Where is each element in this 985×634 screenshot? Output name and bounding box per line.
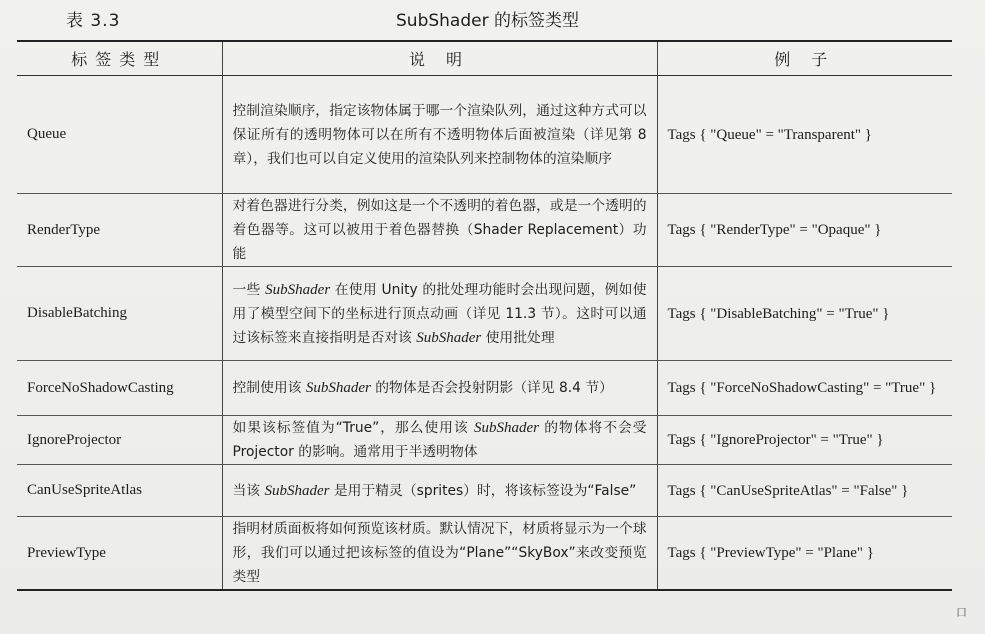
table-row — [17, 194, 952, 267]
table-caption — [0, 6, 985, 36]
description-text: 一些 — [232, 281, 266, 298]
emphasized-term: SubShader — [416, 329, 482, 346]
tag-name-cell: RenderType — [17, 194, 222, 267]
tag-name-cell: PreviewType — [17, 517, 222, 591]
emphasized-term: SubShader — [473, 420, 539, 436]
description-text: 当该 — [232, 482, 265, 499]
tag-name-cell: ForceNoShadowCasting — [17, 361, 222, 416]
description-cell — [222, 361, 657, 416]
header-tag-type: 标签类型 — [17, 41, 222, 76]
table-row — [17, 76, 952, 194]
corner-mark: 口 — [956, 606, 967, 619]
example-cell: Tags { "DisableBatching" = "True" } — [657, 267, 952, 361]
example-cell: Tags { "CanUseSpriteAtlas" = "False" } — [657, 465, 952, 517]
emphasized-term: SubShader — [305, 380, 371, 396]
description-cell — [222, 416, 657, 465]
example-cell: Tags { "ForceNoShadowCasting" = "True" } — [657, 361, 952, 416]
description-text: 如果该标签值为“True”，那么使用该 — [232, 420, 474, 436]
description-text: 是用于精灵（sprites）时，将该标签设为“False” — [329, 482, 637, 499]
example-cell: Tags { "RenderType" = "Opaque" } — [657, 194, 952, 267]
subshader-tags-table — [17, 40, 952, 591]
emphasized-term: SubShader — [264, 482, 330, 499]
table-title: SubShader 的标签类型 — [396, 11, 579, 31]
description-text: 控制使用该 — [232, 380, 306, 396]
tag-name-cell: CanUseSpriteAtlas — [17, 465, 222, 517]
header-description: 说 明 — [222, 41, 657, 76]
example-cell: Tags { "IgnoreProjector" = "True" } — [657, 416, 952, 465]
description-text: 在使用 Unity 的批处理功能时会出现问题，例如使用了模型空间下的坐标进行顶点动画（详见 11.3 节）。这时可以通过该标签来直接指明是否对该 — [232, 281, 647, 346]
table-body — [17, 76, 952, 591]
table-row — [17, 361, 952, 416]
description-text: 的物体将不会受 Projector 的影响。通常用于半透明物体 — [232, 420, 647, 460]
tag-name-cell: IgnoreProjector — [17, 416, 222, 465]
description-text: 指明材质面板将如何预览该材质。默认情况下，材质将显示为一个球形，我们可以通过把该标签的值设为“Plane”“SkyBox”来改变预览类型 — [232, 521, 647, 585]
description-cell — [222, 194, 657, 267]
table-number: 表 3.3 — [66, 11, 121, 31]
header-row — [17, 41, 952, 76]
tag-name-cell: DisableBatching — [17, 267, 222, 361]
description-cell — [222, 267, 657, 361]
description-text: 使用批处理 — [481, 329, 555, 346]
tag-name-cell: Queue — [17, 76, 222, 194]
header-example: 例 子 — [657, 41, 952, 76]
description-cell — [222, 76, 657, 194]
table-row — [17, 267, 952, 361]
description-cell — [222, 465, 657, 517]
description-text: 的物体是否会投射阴影（详见 8.4 节） — [370, 380, 613, 396]
example-cell: Tags { "PreviewType" = "Plane" } — [657, 517, 952, 591]
description-text: 对着色器进行分类，例如这是一个不透明的着色器，或是一个透明的着色器等。这可以被用于着色器替换（Shader Replacement）功能 — [232, 198, 647, 262]
table-row — [17, 517, 952, 591]
description-cell — [222, 517, 657, 591]
emphasized-term: SubShader — [265, 281, 331, 298]
table-row — [17, 465, 952, 517]
description-text: 控制渲染顺序，指定该物体属于哪一个渲染队列，通过这种方式可以保证所有的透明物体可以在所有不透明物体后面被渲染（详见第 8 章），我们也可以自定义使用的渲染队列来控制物体的渲染顺序 — [232, 102, 647, 167]
example-cell: Tags { "Queue" = "Transparent" } — [657, 76, 952, 194]
table-row — [17, 416, 952, 465]
